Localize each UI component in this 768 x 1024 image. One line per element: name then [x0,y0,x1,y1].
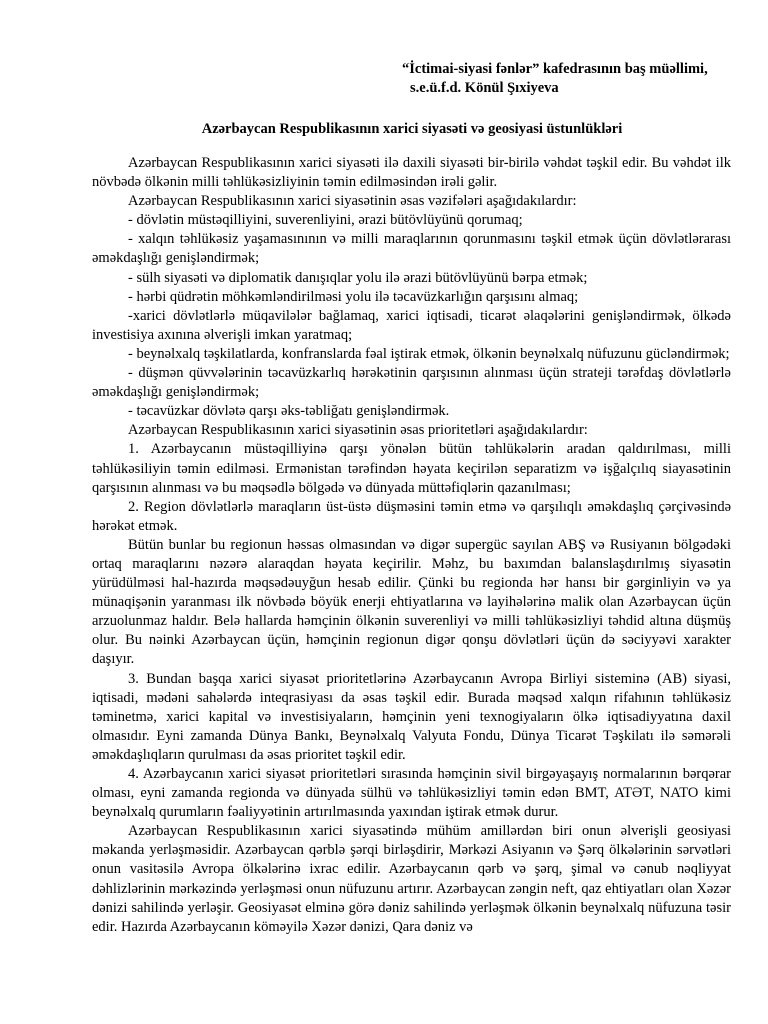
numbered-item: 1. Azərbaycanın müstəqilliyinə qarşı yönələn bütün təhlükələrin aradan qaldırılması, milli təhlükəsiliyin təmin edilməsi. Ermənistan tərəfindən həyata keçirilən separatizm və işğalçılıq siayasətinin qarşısının alınması və bu məqsədlə bölgədə və dünyada müttəfiqlərin qazanılması; [92,441,731,496]
list-item: - düşmən qüvvələrinin təcavüzkarlıq hərəkətinin qarşısının alınması üçün strateji tərəfdaş dövlətlərlə əməkdaşlığı genişləndirmək; [92,365,731,401]
paragraph: Azərbaycan Respublikasının xarici siyasətinin əsas prioritetləri aşağıdakılardır: [128,422,588,439]
paragraph: Azərbaycan Respublikasının xarici siyasəti ilə daxili siyasəti bir-birilə vəhdət təşkil edir. Bu vəhdət ilk növbədə ölkənin milli təhlükəsizliyinin təmin edilməsindən irəli gəlir. [92,155,731,191]
document-title: Azərbaycan Respublikasının xarici siyasəti və geosiyasi üstunlükləri [201,121,623,137]
list-item: - təcavüzkar dövlətə qarşı əks-təbliğatı genişləndirmək. [128,403,450,420]
list-item: - hərbi qüdrətin möhkəmləndirilməsi yolu ilə təcavüzkarlığın qarşısını almaq; [128,288,579,305]
paragraph: Bütün bunlar bu regionun həssas olmasından və digər supergüc sayılan ABŞ və Rusiyanın bölgədəki ortaq maraqlarını nəzərə alaraqdan həyata keçirilir. Məhz, bu baxımdan balanslaşdırılmış siyasətin yürüdülməsi hal-hazırda məqsədəuyğun hesab edilir. Çünki bu regionda hər hansı bir gərginliyin və ya münaqişənin yaranması ilk növbədə böyük enerji ehtiyatlarına və layihələrinə malik olan Azərbaycan üçün arzuolunmaz haldır. Belə hallarda həmçinin ölkənin suverenliyi və milli təhlükəsizliyi təhdid altına düşmüş olur. Bu nəinki Azərbaycan üçün, həmçinin regionun digər qonşu dövlətləri üçün də səciyyəvi xarakter daşıyır. [92,536,731,668]
document-body [92,154,731,937]
numbered-item: 2. Region dövlətlərlə maraqların üst-üstə düşməsini təmin etmə və qarşılıqlı əməkdaşlıq çərçivəsində hərəkət etmək. [92,498,731,534]
paragraph: Azərbaycan Respublikasının xarici siyasətinin əsas vəzifələri aşağıdakılardır: [128,193,577,210]
numbered-item: 4. Azərbaycanın xarici siyasət prioritetləri sırasında həmçinin sivil birgəyaşayış normalarının bərqərar olması, eyni zamanda regionda və dünyada sülhü və təhlükəsizliyi təmin edən BMT, ATƏT, NATO kimi beynəlxalq qurumların fəaliyyətinin artırılmasında yaxından iştirak etmək durur. [92,766,731,821]
paragraph: Azərbaycan Respublikasının xarici siyasətində mühüm amillərdən biri onun əlverişli geosiyasi məkanda yerləşməsidir. Azərbaycan qərblə şərqi birləşdirir, Mərkəzi Asiyanın və Şərq ölkələrinin sərvətləri onun vasitəsilə Avropa ölkələrinə ixrac edilir. Azərbaycanın qərb və şərq, şimal və cənub nəqliyyat dəhlizlərinin mərkəzində yerləşməsi onun nüfuzunu artırır. Azərbaycan zəngin neft, qaz ehtiyatları olan Xəzər dənizi sahilində yerləşir. Geosiyasət elminə görə dəniz sahilində yerləşmək ölkənin beynəlxalq nüfuzuna təsir edir. Hazırda Azərbaycanın köməyilə Xəzər dənizi, Qara dəniz və [92,823,731,935]
author-position: “İctimai-siyasi fənlər” kafedrasının baş müəllimi, [402,61,708,77]
numbered-item: 3. Bundan başqa xarici siyasət prioritetlərinə Azərbaycanın Avropa Birliyi sisteminə (AB) siyasi, iqtisadi, mədəni sahələrdə inteqrasiyası da əsas təşkil edir. Burada məqsəd xalqın rifahının təhlükəsiz təminetmə, xarici kapital və investisiyaların, həmçinin yeni texnogiyaların ölkə iqtisadiyyatına daxil olmasıdır. Eyni zamanda Dünya Bankı, Beynəlxalq Valyuta Fondu, Dünya Ticarət Təşkilatı ilə səmərəli əməkdaşlıqların qurulması da əsas prioritet təşkil edir. [92,670,731,763]
list-item: - dövlətin müstəqilliyini, suverenliyini, ərazi bütövlüyünü qorumaq; [128,212,523,229]
list-item: - sülh siyasəti və diplomatik danışıqlar yolu ilə ərazi bütövlüyünü bərpa etmək; [128,269,588,286]
author-name: s.e.ü.f.d. Könül Şıxiyeva [410,80,559,96]
author-block [380,60,740,98]
list-item: -xarici dövlətlərlə müqavilələr bağlamaq, xarici iqtisadi, ticarət əlaqələrini genişləndirmək, ölkədə investisiya axınına əlverişli imkan yaratmaq; [92,307,731,343]
list-item: - beynəlxalq təşkilatlarda, konfranslarda fəal iştirak etmək, ölkənin beynəlxalq nüfuzunu gücləndirmək; [128,345,730,362]
list-item: - xalqın təhlükəsiz yaşamasınının və milli maraqlarının qorunmasını təşkil etmək üçün dövlətlərarası əməkdaşlığı genişləndirmək; [92,231,731,267]
